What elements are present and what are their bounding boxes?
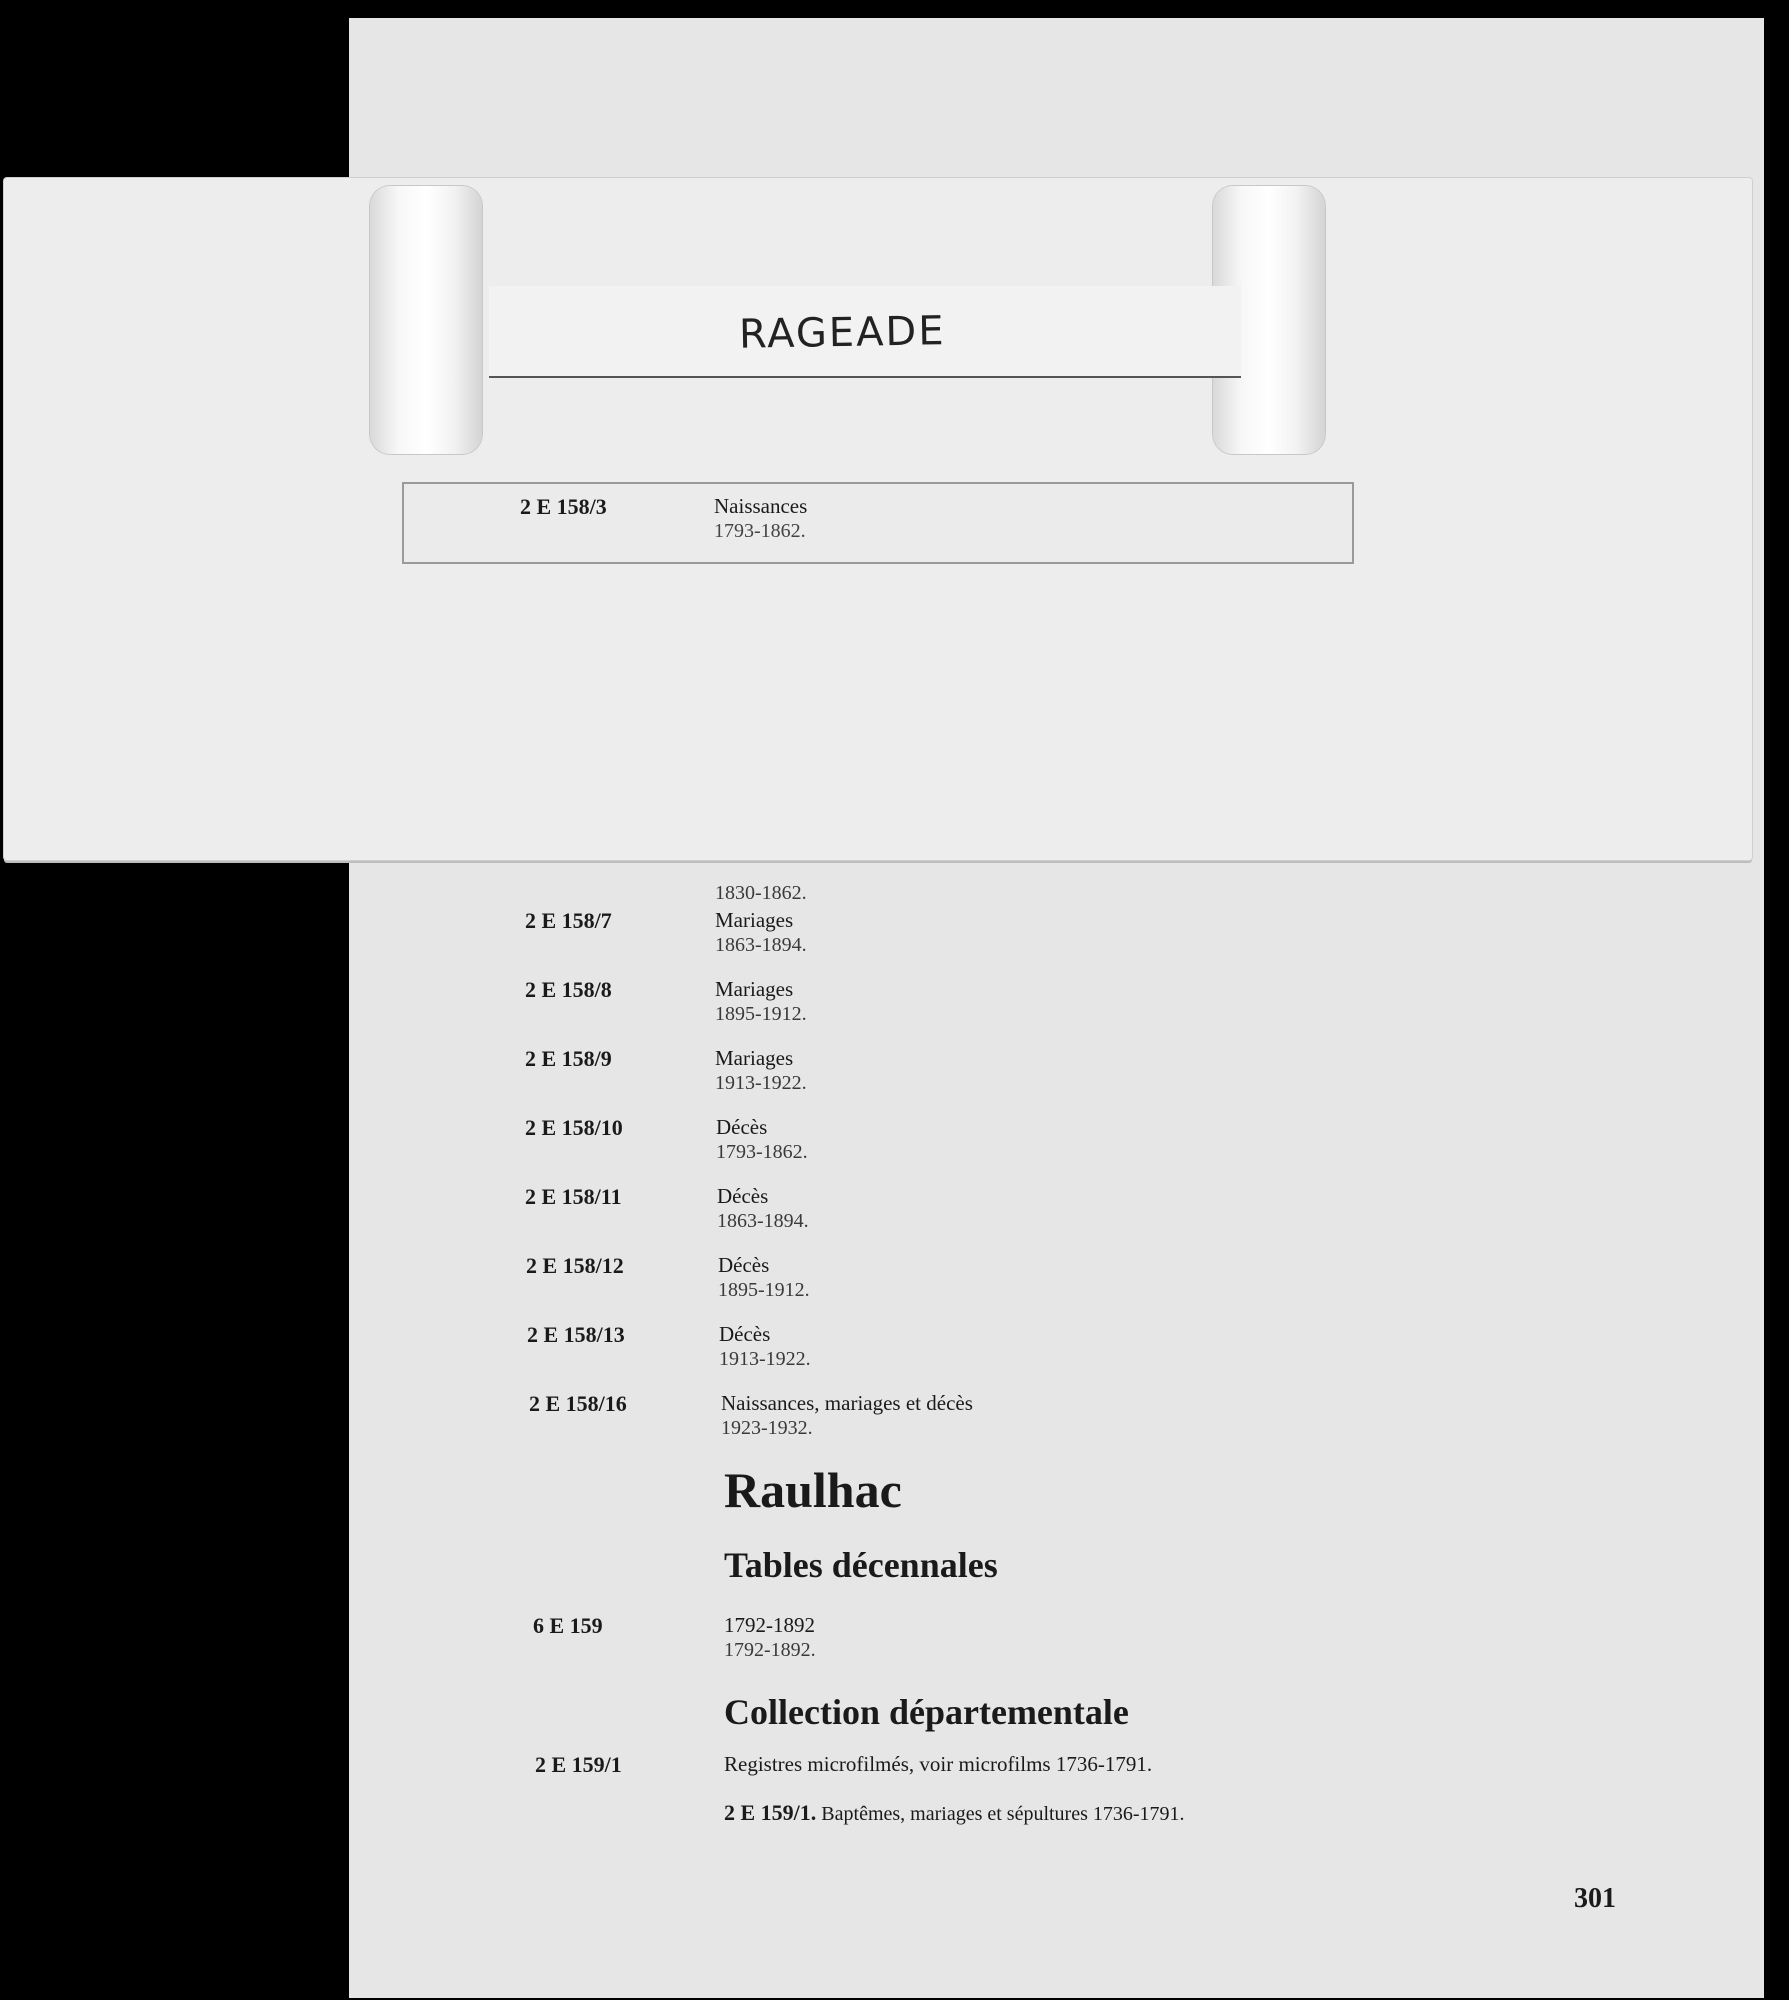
entry-label: Mariages — [715, 1046, 794, 1070]
entry-dates: 1895-1912. — [718, 1279, 810, 1301]
section-heading-tables: Tables décennales — [724, 1545, 998, 1585]
microfilm-text: Baptêmes, mariages et sépultures 1736-1791. — [821, 1803, 1185, 1825]
binder-clip-left — [370, 186, 482, 454]
microfilm-reference — [724, 1800, 1185, 1826]
entry-code: 2 E 158/9 — [525, 1046, 612, 1071]
entry-dates: 1863-1894. — [715, 934, 807, 956]
entry-dates: 1793-1862. — [714, 520, 806, 542]
entry-dates: 1913-1922. — [719, 1348, 811, 1370]
entry-label: Naissances — [714, 494, 808, 518]
microfilm-code: 2 E 159/1. — [724, 1800, 817, 1825]
entry-code: 2 E 159/1 — [535, 1752, 622, 1777]
entry-dates: 1830-1862. — [715, 882, 807, 904]
entry-dates: 1913-1922. — [715, 1072, 807, 1094]
entry-code: 2 E 158/12 — [526, 1253, 624, 1278]
commune-title: Raulhac — [724, 1462, 902, 1518]
section-heading-collection: Collection départementale — [724, 1692, 1129, 1732]
page-number: 301 — [1574, 1883, 1616, 1914]
entry-dates: 1863-1894. — [717, 1210, 809, 1232]
entry-code: 2 E 158/13 — [527, 1322, 625, 1347]
entry-label: Décès — [718, 1253, 770, 1277]
entry-label: Mariages — [715, 977, 794, 1001]
folder-card — [4, 178, 1752, 860]
card-title: RAGEADE — [738, 308, 946, 358]
entry-code: 6 E 159 — [533, 1613, 603, 1638]
entry-label: Mariages — [715, 908, 794, 932]
card-entry — [402, 482, 1354, 564]
entry-code: 2 E 158/3 — [520, 494, 607, 519]
entry-code: 2 E 158/10 — [525, 1115, 623, 1140]
entry-label: Naissances, mariages et décès — [721, 1391, 973, 1415]
entry-dates: 1895-1912. — [715, 1003, 807, 1025]
entry-code: 2 E 158/16 — [529, 1391, 627, 1416]
entry-code: 2 E 158/8 — [525, 977, 612, 1002]
entry-label: Décès — [717, 1184, 769, 1208]
entry-dates: 1793-1862. — [716, 1141, 808, 1163]
entry-label: Registres microfilmés, voir microfilms 1736-1791. — [724, 1752, 1153, 1776]
entry-dates: 1923-1932. — [721, 1417, 813, 1439]
entry-code: 2 E 158/11 — [525, 1184, 622, 1209]
entry-label: Décès — [716, 1115, 768, 1139]
entry-label: 1792-1892 — [724, 1613, 815, 1637]
entry-code: 2 E 158/7 — [525, 908, 612, 933]
entry-dates: 1792-1892. — [724, 1639, 816, 1661]
entry-label: Décès — [719, 1322, 771, 1346]
